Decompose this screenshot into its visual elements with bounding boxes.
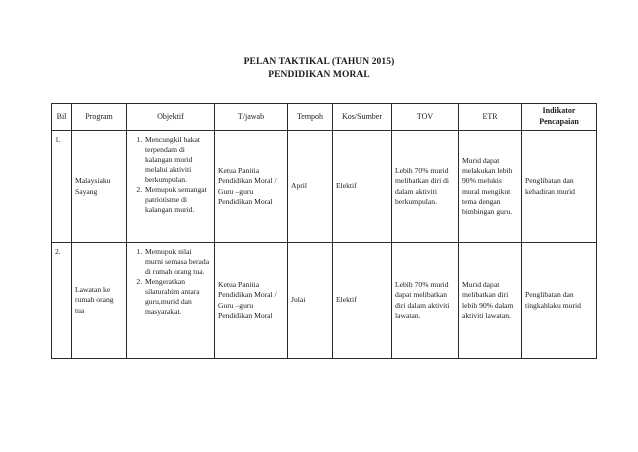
cell-etr: Murid dapat melakukan lebih 90% melukis mural mengikut tema dengan bimbingan guru. — [459, 131, 522, 243]
document-subtitle: PENDIDIKAN MORAL — [268, 70, 370, 80]
header-tempoh: Tempoh — [288, 104, 333, 131]
table-row — [52, 243, 597, 359]
table-header-row — [52, 104, 597, 131]
cell-objektif — [127, 243, 215, 359]
cell-tov: Lebih 70% murid dapat melibatkan diri dalam aktiviti lawatan. — [392, 243, 459, 359]
header-tjawab: T/jawab — [215, 104, 288, 131]
objektif-list — [130, 247, 211, 317]
objektif-item: 2. Memupuk semangat patriotisme di kalangan murid. — [144, 185, 211, 215]
header-bil: Bil — [52, 104, 72, 131]
cell-tjawab: Ketua Panitia Pendidikan Moral / Guru –guru Pendidikan Moral — [215, 243, 288, 359]
cell-tempoh: Julai — [288, 243, 333, 359]
header-objektif: Objektif — [127, 104, 215, 131]
cell-tov: Lebih 70% murid melibatkan diri di dalam aktiviti berkumpulan. — [392, 131, 459, 243]
header-etr: ETR — [459, 104, 522, 131]
table-row — [52, 131, 597, 243]
header-indikator: Indikator Pencapaian — [522, 104, 597, 131]
cell-program: Malaysiaku Sayang — [72, 131, 127, 243]
header-kos-sumber: Kos/Sumber — [333, 104, 392, 131]
header-program: Program — [72, 104, 127, 131]
cell-program: Lawatan ke rumah orang tua — [72, 243, 127, 359]
cell-bil: 1. — [52, 131, 72, 243]
cell-kos-sumber: Elektif — [333, 243, 392, 359]
cell-objektif — [127, 131, 215, 243]
cell-tjawab: Ketua Panitia Pendidikan Moral / Guru –guru Pendidikan Moral — [215, 131, 288, 243]
document-title: PELAN TAKTIKAL (TAHUN 2015) — [243, 57, 395, 67]
cell-indikator: Penglibatan dan kehadiran murid — [522, 131, 597, 243]
objektif-item: 1. Memupuk nilai murni semasa berada di rumah orang tua. — [144, 247, 211, 277]
header-tov: TOV — [392, 104, 459, 131]
cell-tempoh: April — [288, 131, 333, 243]
objektif-item: 2. Mengeratkan silaturahim antara guru,murid dan masyarakat. — [144, 277, 211, 317]
cell-etr: Murid dapat melibatkan diri lebih 90% dalam aktiviti lawatan. — [459, 243, 522, 359]
objektif-list — [130, 135, 211, 215]
objektif-item: 1. Mencungkil bakat terpendam di kalangan murid melalui aktiviti berkumpulan. — [144, 135, 211, 185]
cell-bil: 2. — [52, 243, 72, 359]
tactical-plan-table — [51, 103, 597, 359]
cell-kos-sumber: Elektif — [333, 131, 392, 243]
cell-indikator: Penglibatan dan tingkahlaku murid — [522, 243, 597, 359]
